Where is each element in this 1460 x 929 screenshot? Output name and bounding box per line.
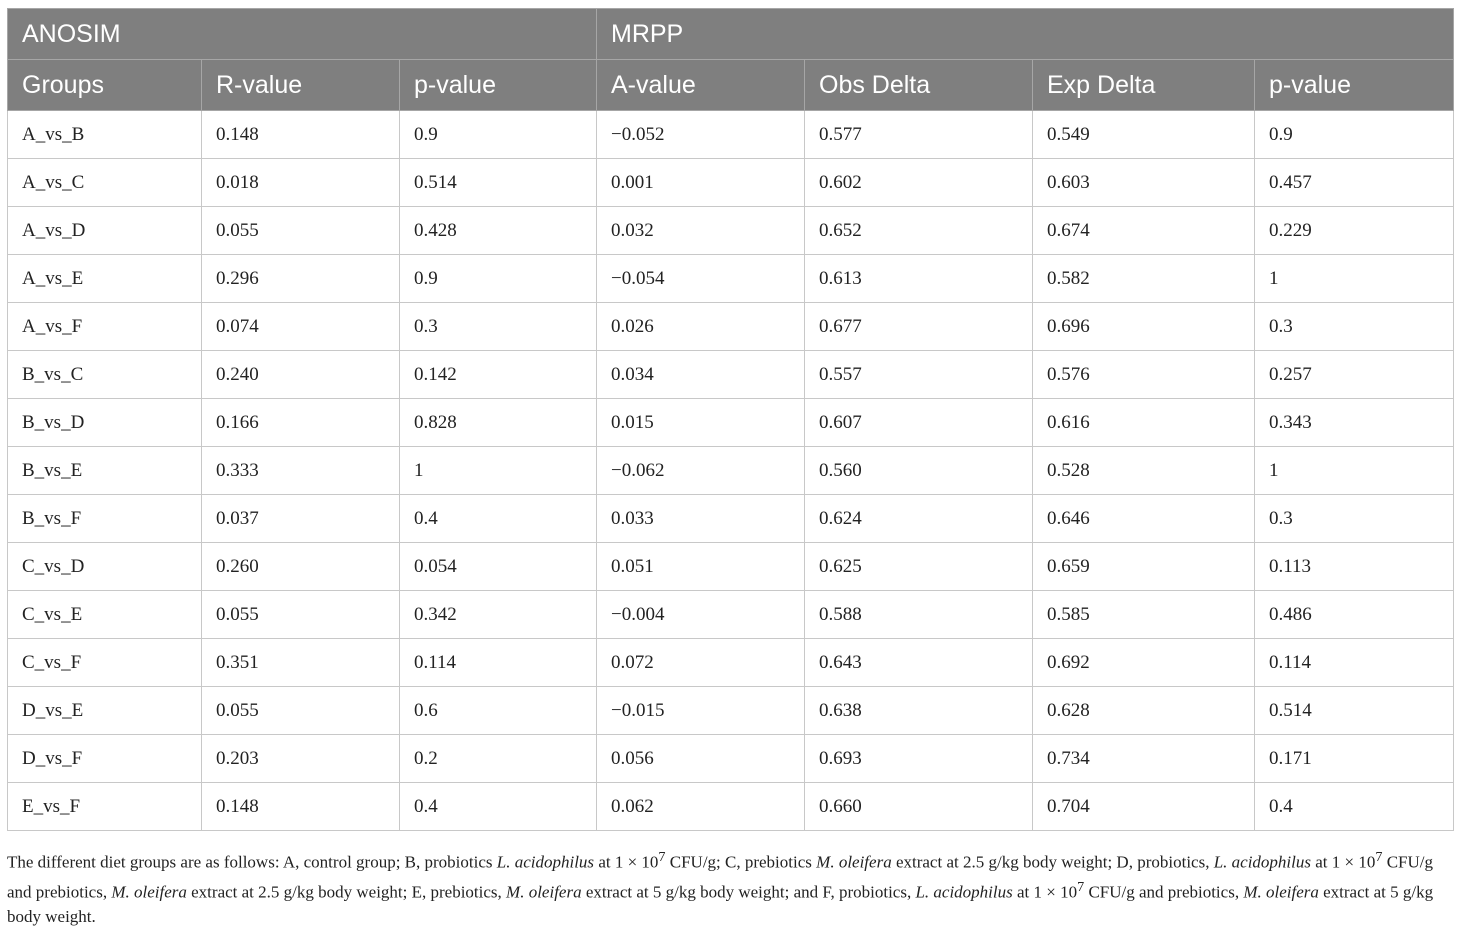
anosim-p-value-cell: 0.114 [400, 639, 597, 687]
a-value-cell: 0.032 [597, 207, 805, 255]
table-row [8, 399, 1454, 447]
exp-delta-header: Exp Delta [1033, 60, 1255, 111]
a-value-header: A-value [597, 60, 805, 111]
exp-delta-cell: 0.603 [1033, 159, 1255, 207]
table-row [8, 687, 1454, 735]
a-value-cell: 0.051 [597, 543, 805, 591]
group-cell: B_vs_D [8, 399, 202, 447]
mrpp-p-value-cell: 0.486 [1255, 591, 1454, 639]
r-value-cell: 0.333 [202, 447, 400, 495]
table-row [8, 639, 1454, 687]
group-cell: C_vs_E [8, 591, 202, 639]
anosim-p-value-cell: 0.428 [400, 207, 597, 255]
exponent: 7 [1077, 878, 1085, 895]
footnote-text: extract at 2.5 g/kg body weight; D, probiotics, [891, 852, 1214, 872]
footnote-text: extract at 2.5 g/kg body weight; E, prebiotics, [186, 882, 507, 902]
results-table-container [7, 8, 1453, 831]
anosim-p-value-cell: 0.2 [400, 735, 597, 783]
mrpp-p-value-cell: 0.171 [1255, 735, 1454, 783]
anosim-p-value-header: p-value [400, 60, 597, 111]
anosim-p-value-cell: 0.3 [400, 303, 597, 351]
table-row [8, 351, 1454, 399]
footnote-text: at 1 × 10 [594, 852, 659, 872]
r-value-cell: 0.074 [202, 303, 400, 351]
anosim-mrpp-table [7, 8, 1454, 831]
anosim-p-value-cell: 0.9 [400, 111, 597, 159]
footnote-text: CFU/g; C, prebiotics [665, 852, 817, 872]
r-value-cell: 0.148 [202, 783, 400, 831]
mrpp-p-value-header: p-value [1255, 60, 1454, 111]
exp-delta-cell: 0.734 [1033, 735, 1255, 783]
a-value-cell: −0.004 [597, 591, 805, 639]
a-value-cell: −0.015 [597, 687, 805, 735]
r-value-cell: 0.055 [202, 591, 400, 639]
a-value-cell: 0.033 [597, 495, 805, 543]
obs-delta-cell: 0.624 [805, 495, 1033, 543]
a-value-cell: −0.052 [597, 111, 805, 159]
r-value-header: R-value [202, 60, 400, 111]
a-value-cell: −0.054 [597, 255, 805, 303]
mrpp-p-value-cell: 1 [1255, 447, 1454, 495]
group-cell: C_vs_D [8, 543, 202, 591]
a-value-cell: −0.062 [597, 447, 805, 495]
r-value-cell: 0.055 [202, 207, 400, 255]
column-header-row [8, 60, 1454, 111]
a-value-cell: 0.015 [597, 399, 805, 447]
table-row [8, 591, 1454, 639]
anosim-p-value-cell: 0.828 [400, 399, 597, 447]
footnote-text: CFU/g and prebiotics, [7, 852, 1433, 902]
group-cell: A_vs_F [8, 303, 202, 351]
footnote-text: CFU/g and prebiotics, [1084, 882, 1244, 902]
table-footnote [7, 845, 1453, 929]
group-cell: A_vs_E [8, 255, 202, 303]
species-name: L. acidophilus [496, 852, 595, 872]
table-row [8, 447, 1454, 495]
a-value-cell: 0.034 [597, 351, 805, 399]
table-row [8, 543, 1454, 591]
mrpp-p-value-cell: 0.113 [1255, 543, 1454, 591]
exp-delta-cell: 0.585 [1033, 591, 1255, 639]
group-cell: D_vs_F [8, 735, 202, 783]
a-value-cell: 0.001 [597, 159, 805, 207]
footnote-text: extract at 5 g/kg body weight; and F, probiotics, [581, 882, 916, 902]
obs-delta-cell: 0.607 [805, 399, 1033, 447]
mrpp-p-value-cell: 0.343 [1255, 399, 1454, 447]
group-cell: A_vs_C [8, 159, 202, 207]
group-cell: D_vs_E [8, 687, 202, 735]
mrpp-p-value-cell: 0.4 [1255, 783, 1454, 831]
r-value-cell: 0.203 [202, 735, 400, 783]
r-value-cell: 0.148 [202, 111, 400, 159]
r-value-cell: 0.166 [202, 399, 400, 447]
a-value-cell: 0.026 [597, 303, 805, 351]
exp-delta-cell: 0.692 [1033, 639, 1255, 687]
species-name: M. oleifera [1243, 882, 1319, 902]
groups-header: Groups [8, 60, 202, 111]
table-row [8, 111, 1454, 159]
anosim-p-value-cell: 0.514 [400, 159, 597, 207]
obs-delta-cell: 0.560 [805, 447, 1033, 495]
r-value-cell: 0.260 [202, 543, 400, 591]
a-value-cell: 0.056 [597, 735, 805, 783]
mrpp-header: MRPP [597, 9, 1454, 60]
obs-delta-cell: 0.677 [805, 303, 1033, 351]
footnote-text: The different diet groups are as follows: A, control group; B, probiotics [7, 852, 497, 872]
species-name: L. acidophilus [915, 882, 1013, 902]
mrpp-p-value-cell: 0.229 [1255, 207, 1454, 255]
obs-delta-cell: 0.613 [805, 255, 1033, 303]
obs-delta-cell: 0.625 [805, 543, 1033, 591]
exp-delta-cell: 0.646 [1033, 495, 1255, 543]
obs-delta-cell: 0.652 [805, 207, 1033, 255]
group-cell: B_vs_C [8, 351, 202, 399]
anosim-p-value-cell: 0.342 [400, 591, 597, 639]
group-cell: B_vs_E [8, 447, 202, 495]
exp-delta-cell: 0.528 [1033, 447, 1255, 495]
anosim-p-value-cell: 0.054 [400, 543, 597, 591]
mrpp-p-value-cell: 0.514 [1255, 687, 1454, 735]
anosim-p-value-cell: 0.4 [400, 783, 597, 831]
obs-delta-cell: 0.588 [805, 591, 1033, 639]
species-name: M. oleifera [506, 882, 582, 902]
mrpp-p-value-cell: 0.3 [1255, 495, 1454, 543]
table-row [8, 735, 1454, 783]
table-row [8, 159, 1454, 207]
group-cell: E_vs_F [8, 783, 202, 831]
mrpp-p-value-cell: 1 [1255, 255, 1454, 303]
obs-delta-cell: 0.693 [805, 735, 1033, 783]
group-cell: A_vs_B [8, 111, 202, 159]
table-row [8, 495, 1454, 543]
obs-delta-cell: 0.557 [805, 351, 1033, 399]
exp-delta-cell: 0.616 [1033, 399, 1255, 447]
group-header-row [8, 9, 1454, 60]
group-cell: B_vs_F [8, 495, 202, 543]
exp-delta-cell: 0.628 [1033, 687, 1255, 735]
anosim-p-value-cell: 0.6 [400, 687, 597, 735]
obs-delta-cell: 0.643 [805, 639, 1033, 687]
table-row [8, 783, 1454, 831]
footnote-text: at 1 × 10 [1012, 882, 1078, 902]
r-value-cell: 0.296 [202, 255, 400, 303]
table-body [8, 111, 1454, 831]
exponent: 7 [658, 849, 666, 865]
exponent: 7 [1375, 849, 1383, 865]
obs-delta-cell: 0.660 [805, 783, 1033, 831]
exp-delta-cell: 0.704 [1033, 783, 1255, 831]
r-value-cell: 0.240 [202, 351, 400, 399]
footnote-text: extract at 5 g/kg body weight. [7, 882, 1434, 927]
mrpp-p-value-cell: 0.114 [1255, 639, 1454, 687]
group-cell: A_vs_D [8, 207, 202, 255]
obs-delta-cell: 0.638 [805, 687, 1033, 735]
exp-delta-cell: 0.576 [1033, 351, 1255, 399]
anosim-header: ANOSIM [8, 9, 597, 60]
exp-delta-cell: 0.549 [1033, 111, 1255, 159]
mrpp-p-value-cell: 0.9 [1255, 111, 1454, 159]
exp-delta-cell: 0.674 [1033, 207, 1255, 255]
mrpp-p-value-cell: 0.3 [1255, 303, 1454, 351]
r-value-cell: 0.351 [202, 639, 400, 687]
r-value-cell: 0.018 [202, 159, 400, 207]
anosim-p-value-cell: 1 [400, 447, 597, 495]
anosim-p-value-cell: 0.142 [400, 351, 597, 399]
a-value-cell: 0.072 [597, 639, 805, 687]
exp-delta-cell: 0.582 [1033, 255, 1255, 303]
exp-delta-cell: 0.696 [1033, 303, 1255, 351]
obs-delta-cell: 0.577 [805, 111, 1033, 159]
a-value-cell: 0.062 [597, 783, 805, 831]
table-row [8, 303, 1454, 351]
obs-delta-cell: 0.602 [805, 159, 1033, 207]
r-value-cell: 0.037 [202, 495, 400, 543]
species-name: M. oleifera [816, 852, 892, 872]
r-value-cell: 0.055 [202, 687, 400, 735]
table-row [8, 255, 1454, 303]
species-name: L. acidophilus [1213, 852, 1311, 872]
species-name: M. oleifera [111, 882, 187, 902]
mrpp-p-value-cell: 0.457 [1255, 159, 1454, 207]
obs-delta-header: Obs Delta [805, 60, 1033, 111]
anosim-p-value-cell: 0.4 [400, 495, 597, 543]
footnote-text: at 1 × 10 [1311, 852, 1376, 872]
group-cell: C_vs_F [8, 639, 202, 687]
exp-delta-cell: 0.659 [1033, 543, 1255, 591]
mrpp-p-value-cell: 0.257 [1255, 351, 1454, 399]
anosim-p-value-cell: 0.9 [400, 255, 597, 303]
table-row [8, 207, 1454, 255]
